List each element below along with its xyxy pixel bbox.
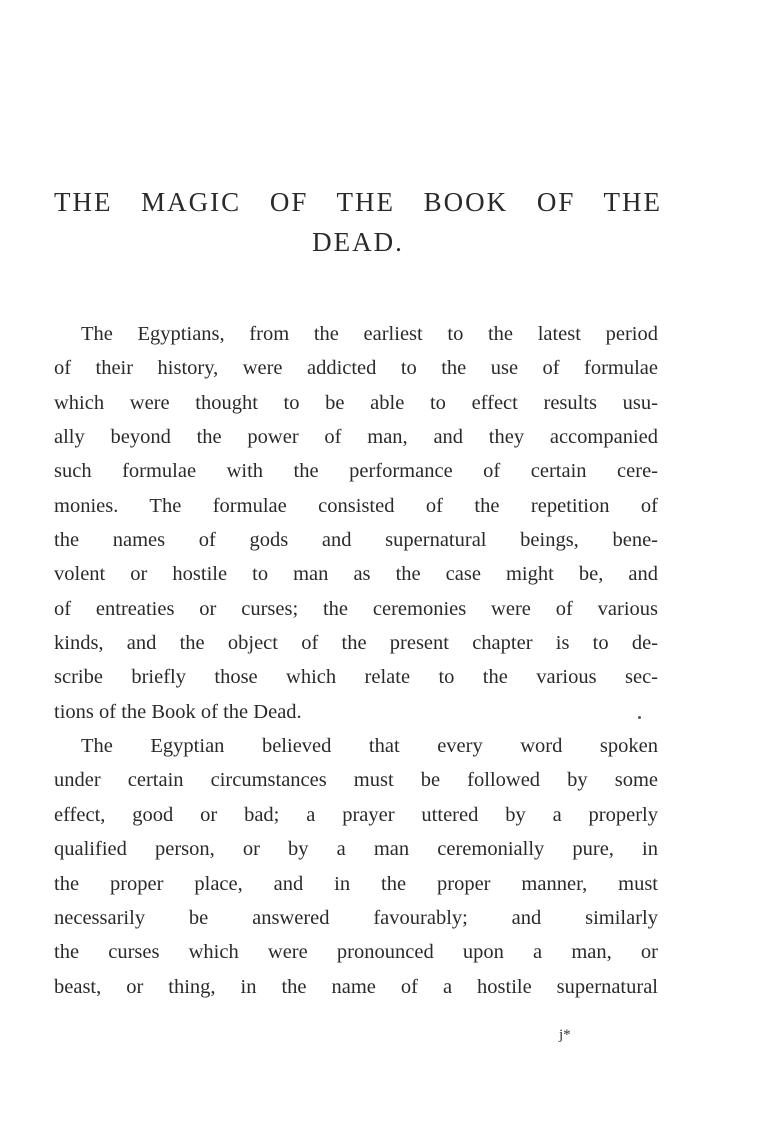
signature-mark: j* <box>559 1027 571 1043</box>
text-line: ally beyond the power of man, and they accompanied <box>54 426 658 449</box>
text-line: The Egyptians, from the earliest to the latest period <box>81 323 658 345</box>
text-line: under certain circumstances must be followed by some <box>54 769 658 792</box>
text-line: The Egyptian believed that every word spoken <box>81 735 658 758</box>
text-line: kinds, and the object of the present chapter is to de- <box>54 632 658 655</box>
text-line: of entreaties or curses; the ceremonies were of various <box>54 597 658 620</box>
text-line: scribe briefly those which relate to the various sec- <box>54 666 658 689</box>
chapter-title <box>54 182 662 262</box>
text-line: qualified person, or by a man ceremonially pure, in <box>54 838 658 861</box>
text-line: monies. The formulae consisted of the repetition of <box>54 494 658 517</box>
chapter-title-line-2: DEAD. <box>312 227 404 257</box>
text-line: the names of gods and supernatural beings, bene- <box>54 529 658 552</box>
text-line: the proper place, and in the proper manner, must <box>54 872 658 895</box>
text-line: tions of the Book of the Dead. <box>54 700 302 723</box>
text-line: of their history, were addicted to the use of formulae <box>54 357 658 380</box>
text-line: the curses which were pronounced upon a man, or <box>54 941 658 964</box>
chapter-title-line-1: THE MAGIC OF THE BOOK OF THE <box>54 187 662 217</box>
text-line: beast, or thing, in the name of a hostile supernatural <box>54 975 658 998</box>
text-line: effect, good or bad; a prayer uttered by a properly <box>54 803 658 826</box>
text-line: which were thought to be able to effect results usu- <box>54 391 658 414</box>
ink-speck <box>638 716 641 719</box>
text-line: volent or hostile to man as the case might be, and <box>54 563 658 586</box>
text-line: such formulae with the performance of certain cere- <box>54 460 658 483</box>
body-text <box>54 317 658 1004</box>
text-line: necessarily be answered favourably; and similarly <box>54 906 658 929</box>
